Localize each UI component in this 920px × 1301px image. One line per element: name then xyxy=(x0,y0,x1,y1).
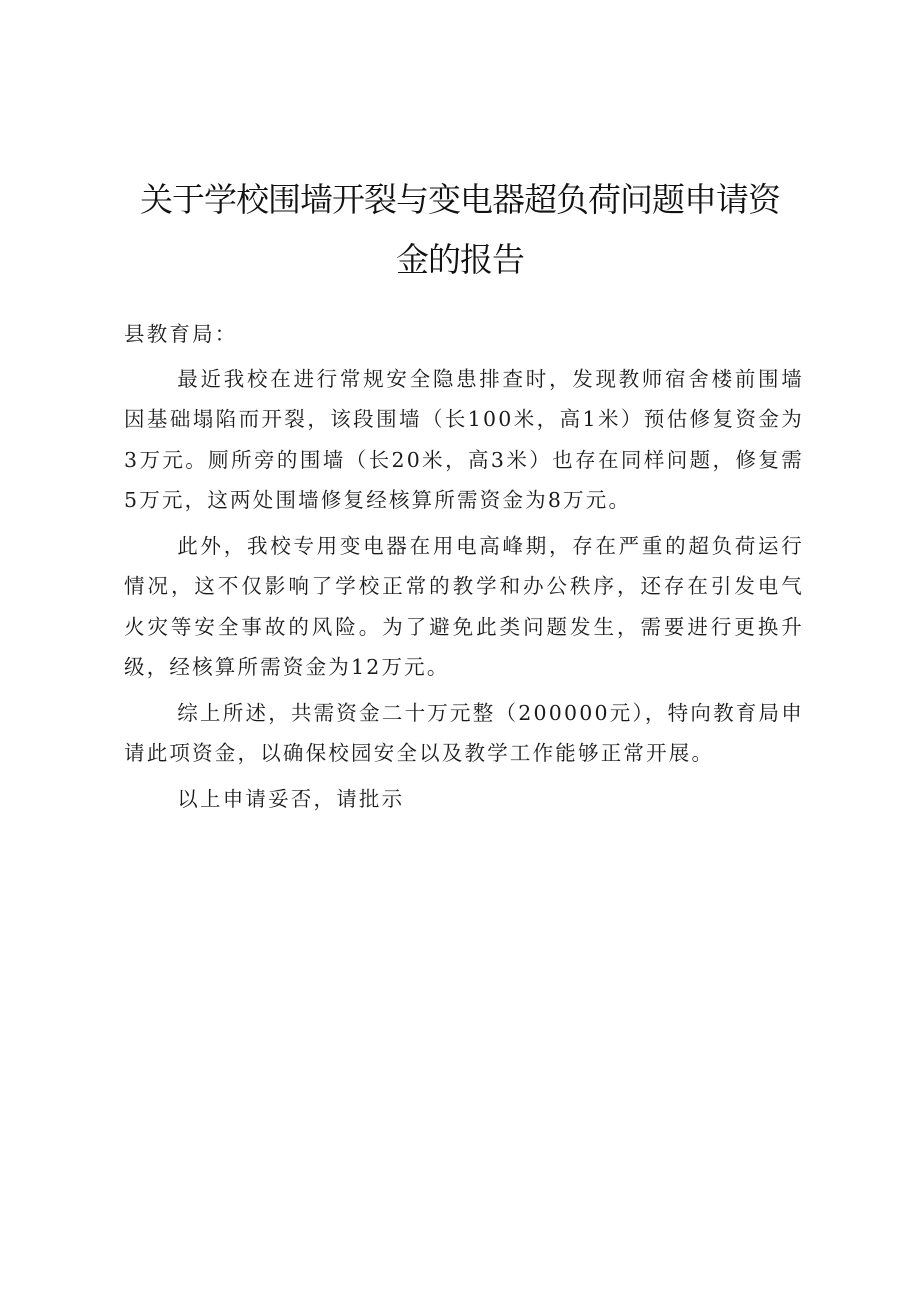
paragraph-wall-repair: 最近我校在进行常规安全隐患排查时，发现教师宿舍楼前围墙因基础塌陷而开裂，该段围墙（长100米，高1米）预估修复资金为3万元。厕所旁的围墙（长20米，高3米）也存在同样问题，修复需5万元，这两处围墙修复经核算所需资金为8万元。 xyxy=(124,366,804,512)
document-title xyxy=(110,170,810,290)
document-body xyxy=(124,314,804,824)
title-line-1: 关于学校围墙开裂与变电器超负荷问题申请资 xyxy=(140,180,780,219)
paragraph-summary: 综上所述，共需资金二十万元整（200000元），特向教育局申请此项资金，以确保校园安全以及教学工作能够正常开展。 xyxy=(124,700,804,765)
salutation: 县教育局： xyxy=(124,322,238,346)
paragraph-closing: 以上申请妥否，请批示 xyxy=(177,786,405,811)
title-line-2: 金的报告 xyxy=(396,240,524,279)
paragraph-transformer: 此外，我校专用变电器在用电高峰期，存在严重的超负荷运行情况，这不仅影响了学校正常的教学和办公秩序，还存在引发电气火灾等安全事故的风险。为了避免此类问题发生，需要进行更换升级，经核算所需资金为12万元。 xyxy=(124,533,804,679)
